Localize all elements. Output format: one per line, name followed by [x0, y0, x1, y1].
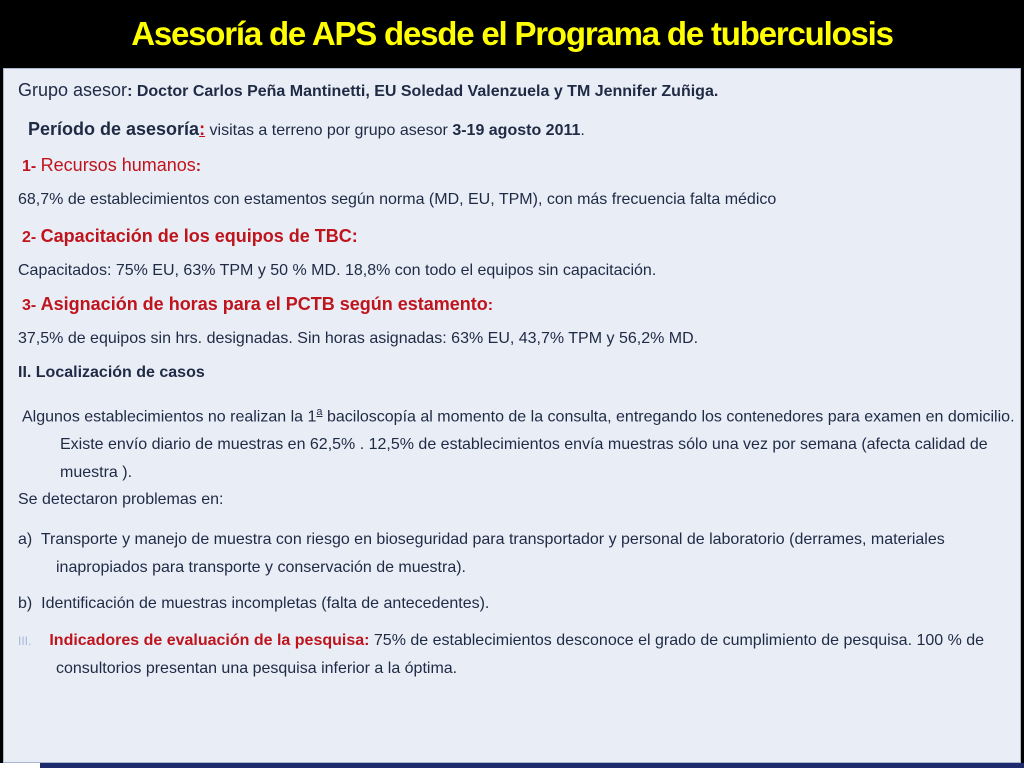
asignacion-num: 3-: [22, 297, 41, 314]
localizacion-p1-after: baciloscopía al momento de la consulta, entregando los contenedores para examen en domicilio. Existe envío diario de muestras en 62,5% . 12,5% de establecimientos envía muestras sólo una vez por semana (afecta calidad de muestra ).: [60, 408, 1015, 482]
periodo-colon: :: [199, 119, 206, 139]
periodo-dates: 3-19 agosto 2011: [452, 122, 581, 139]
problema-b-text: Identificación de muestras incompletas (falta de antecedentes).: [41, 595, 490, 612]
slide-title: Asesoría de APS desde el Programa de tuberculosis: [131, 15, 893, 52]
capacitacion-title: Capacitación de los equipos de TBC:: [40, 226, 358, 246]
periodo-end: .: [580, 122, 585, 139]
problema-a-text: Transporte y manejo de muestra con riesgo en bioseguridad para transportador y personal de laboratorio (derrames, materiales inapropiados para transporte y conservación de muestra).: [40, 531, 945, 576]
recursos-heading: [22, 155, 201, 176]
indicadores-text: 75% de establecimientos desconoce el grado de cumplimiento de pesquisa. 100 % de consultorios presentan una pesquisa inferior a la óptima.: [56, 632, 985, 677]
grupo-asesor-line: [18, 80, 718, 101]
problema-a: [18, 526, 1024, 582]
asignacion-heading: [22, 294, 493, 315]
indicadores-heading: Indicadores de evaluación de la pesquisa:: [49, 632, 370, 649]
capacitacion-text: Capacitados: 75% EU, 63% TPM y 50 % MD. 18,8% con todo el equipos sin capacitación.: [18, 262, 657, 279]
indicadores-bullet: III.: [18, 634, 32, 648]
recursos-colon: :: [195, 158, 202, 175]
capacitacion-num: 2-: [22, 229, 41, 246]
grupo-asesor-label: Grupo asesor: [18, 80, 128, 100]
localizacion-p1-sup: a: [316, 406, 323, 418]
bottom-strip: [0, 763, 1024, 768]
asignacion-title: Asignación de horas para el PCTB según estamento: [40, 294, 488, 314]
localizacion-paragraph: [22, 398, 1024, 487]
content-panel: [3, 68, 1021, 763]
capacitacion-heading: [22, 226, 358, 247]
periodo-text: visitas a terreno por grupo asesor: [205, 122, 453, 139]
problema-b-label: b): [18, 595, 33, 612]
indicadores-paragraph: [18, 627, 1024, 683]
localizacion-p1-before: Algunos establecimientos no realizan la 1: [22, 408, 317, 426]
problema-a-label: a): [18, 531, 33, 548]
periodo-line: [28, 119, 585, 140]
asignacion-colon: :: [487, 297, 494, 314]
bottom-left-accent: [0, 763, 40, 768]
problema-b: [18, 595, 489, 613]
localizacion-heading: II. Localización de casos: [18, 364, 205, 381]
grupo-asesor-names: Doctor Carlos Peña Mantinetti, EU Soledad Valenzuela y TM Jennifer Zuñiga.: [132, 83, 719, 100]
asignacion-text: 37,5% de equipos sin hrs. designadas. Sin horas asignadas: 63% EU, 43,7% TPM y 56,2% MD.: [18, 330, 699, 347]
title-bar: [0, 0, 1024, 66]
recursos-title: Recursos humanos: [40, 155, 196, 175]
grupo-asesor-colon: :: [127, 83, 133, 100]
recursos-text: 68,7% de establecimientos con estamentos según norma (MD, EU, TPM), con más frecuencia falta médico: [18, 191, 777, 208]
periodo-label: Período de asesoría: [28, 119, 200, 139]
problemas-intro: Se detectaron problemas en:: [18, 491, 224, 508]
recursos-num: 1-: [22, 158, 41, 175]
